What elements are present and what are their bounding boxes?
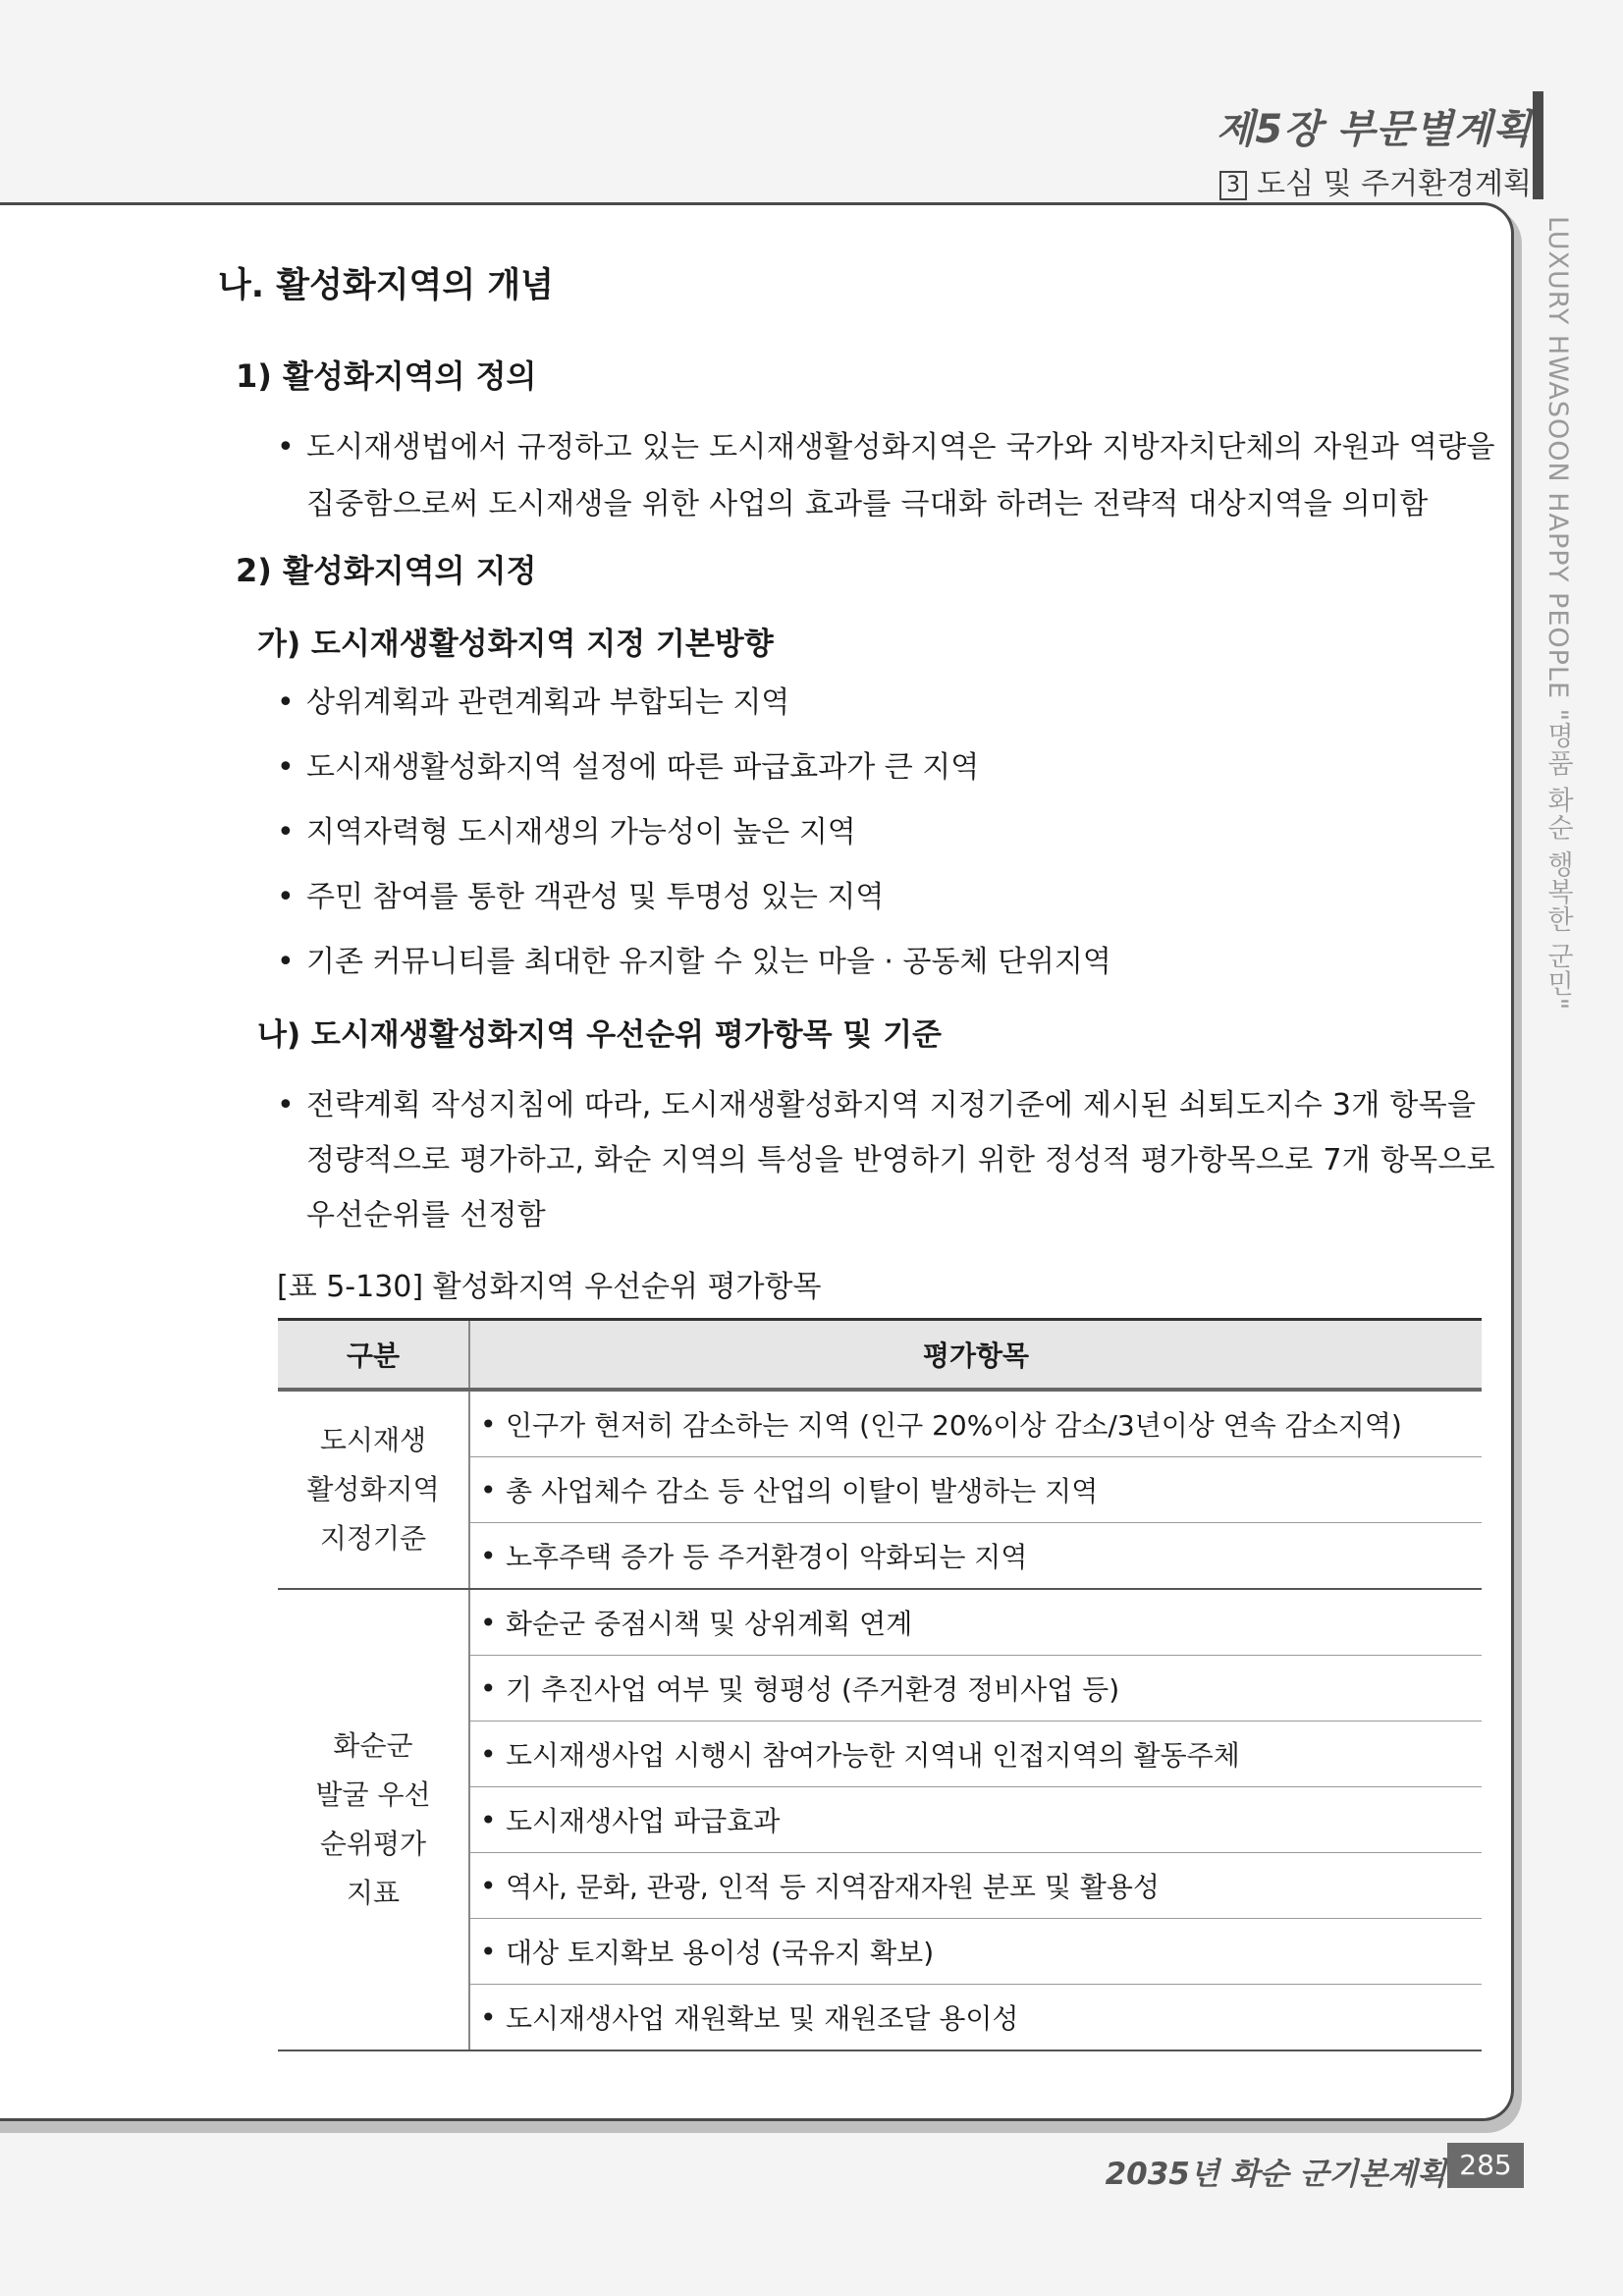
list-item: • 지역자력형 도시재생의 가능성이 높은 지역 [277, 815, 856, 849]
section-number-badge: 3 [1219, 171, 1247, 200]
header-items: 평가항목 [922, 1339, 1030, 1372]
section-title [1219, 159, 1532, 202]
footer-title: 2035년 화순 군기본계획 [1105, 2157, 1446, 2192]
header-accent-bar [1533, 91, 1543, 199]
side-slogan: LUXURY HWASOON HAPPY PEOPLE "명품 화순 행복한 군민" [1542, 216, 1573, 1011]
table-header-row [278, 1318, 1482, 1392]
table-row: • 도시재생사업 파급효과 [470, 1787, 1482, 1853]
table-caption: [표 5-130] 활성화지역 우선순위 평가항목 [277, 1270, 822, 1304]
list-item: • 도시재생활성화지역 설정에 따른 파급효과가 큰 지역 [277, 750, 980, 785]
table-row: • 도시재생사업 시행시 참여가능한 지역내 인접지역의 활동주체 [470, 1722, 1482, 1787]
heading-basic-direction: 가) 도시재생활성화지역 지정 기본방향 [257, 627, 774, 662]
list-item: • 주민 참여를 통한 객관성 및 투명성 있는 지역 [277, 880, 885, 914]
group-category-cell: 도시재생 활성화지역 지정기준 [278, 1392, 470, 1588]
heading-concept: 나. 활성화지역의 개념 [218, 266, 554, 305]
group-category-cell: 화순군 발굴 우선 순위평가 지표 [278, 1590, 470, 2050]
heading-designation: 2) 활성화지역의 지정 [236, 552, 537, 589]
definition-line-1: • 도시재생법에서 규정하고 있는 도시재생활성화지역은 국가와 지방자치단체의 자원과 역량을 [277, 430, 1495, 465]
evaluation-table [278, 1318, 1482, 2051]
table-row: • 기 추진사업 여부 및 형평성 (주거환경 정비사업 등) [470, 1656, 1482, 1722]
chapter-title: 제5장 부문별계획 [1216, 107, 1532, 152]
heading-definition: 1) 활성화지역의 정의 [236, 357, 537, 395]
table-row: • 노후주택 증가 등 주거환경이 악화되는 지역 [480, 1539, 1028, 1573]
criteria-line-1: • 전략계획 작성지침에 따라, 도시재생활성화지역 지정기준에 제시된 쇠퇴도지수 3개 항목을 [277, 1088, 1477, 1122]
table-row: • 인구가 현저히 감소하는 지역 (인구 20%이상 감소/3년이상 연속 감소지역) [470, 1392, 1482, 1457]
header-category: 구분 [278, 1321, 470, 1388]
bullet-dot: • [277, 430, 295, 465]
table-row: • 도시재생사업 재원확보 및 재원조달 용이성 [480, 2000, 1019, 2035]
table-row: • 대상 토지확보 용이성 (국유지 확보) [470, 1919, 1482, 1985]
table-row: • 역사, 문화, 관광, 인적 등 지역잠재자원 분포 및 활용성 [470, 1853, 1482, 1919]
list-item: • 기존 커뮤니티를 최대한 유지할 수 있는 마을 · 공동체 단위지역 [277, 945, 1111, 979]
table-group-hwasun [278, 1590, 1482, 2051]
table-row: • 총 사업체수 감소 등 산업의 이탈이 발생하는 지역 [470, 1457, 1482, 1523]
criteria-line-3: 우선순위를 선정함 [306, 1198, 547, 1232]
definition-line-2: 집중함으로써 도시재생을 위한 사업의 효과를 극대화 하려는 전략적 대상지역을 의미함 [306, 487, 1429, 521]
table-group-designation [278, 1392, 1482, 1590]
list-item: • 상위계획과 관련계획과 부합되는 지역 [277, 685, 790, 720]
section-title-text: 도심 및 주거환경계획 [1257, 167, 1532, 201]
table-row: • 화순군 중점시책 및 상위계획 연계 [470, 1590, 1482, 1656]
page-number: 285 [1447, 2143, 1524, 2188]
criteria-line-2: 정량적으로 평가하고, 화순 지역의 특성을 반영하기 위한 정성적 평가항목으로 7개 항목으로 [306, 1143, 1495, 1177]
heading-priority-criteria: 나) 도시재생활성화지역 우선순위 평가항목 및 기준 [257, 1017, 942, 1053]
